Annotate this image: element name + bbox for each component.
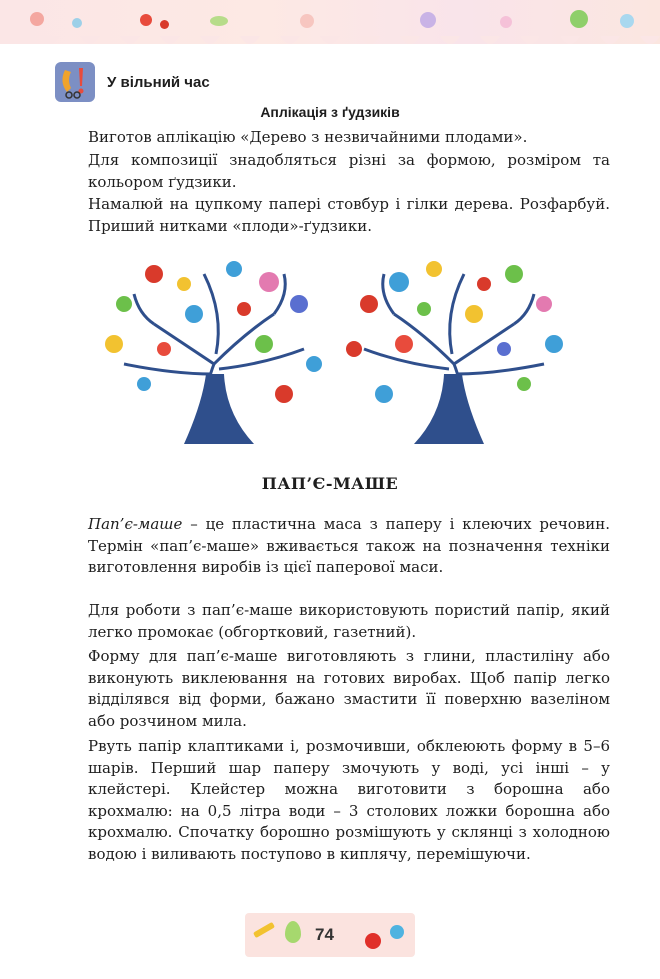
papier-mache-paragraph: Форму для пап’є-маше виготовляють з глини, пластиліну або виконують виклеювання на готових виробах. Щоб папір легко відділявся від форми, бажано змастити її поверхню вазеліном або розчином мила.: [88, 647, 610, 730]
papier-mache-heading: ПАП’Є-МАШЕ: [261, 474, 399, 493]
flower-icon: [390, 925, 404, 939]
crafts-icon: [55, 62, 95, 102]
leaf-icon: [285, 921, 301, 943]
intro-paragraph: Виготов аплікацію «Дерево з незвичайними плодами».: [88, 128, 528, 146]
page-footer: [245, 913, 415, 957]
pencil-icon: [253, 922, 275, 938]
sub-title: Аплікація з ґудзиків: [260, 104, 400, 120]
section-title: У вільний час: [107, 73, 210, 91]
button-trees-illustration: [84, 254, 584, 444]
leaf-icon: [570, 10, 588, 28]
page-number: 74: [315, 925, 334, 944]
dot-icon: [72, 18, 82, 28]
definition-text: – це пластична маса з паперу і клеючих речовин. Термін «пап’є-маше» вживається також на позначення техніки виготовлення виробів із цієї паперової маси.: [88, 515, 610, 576]
papier-mache-paragraph: Рвуть папір клаптиками і, розмочивши, обклеюють форму в 5–6 шарів. Перший шар паперу змочують у воді, усі інші – у клейстері. Клейстер можна виготовити з борошна або крохмалю: на 0,5 літра води – 3 столових ложки борошна або крохмалю. Спочатку борошно розмішують у склянці з холодною водою і виливають поступово в киплячу, перемішуючи.: [88, 737, 610, 863]
dot-icon: [500, 16, 512, 28]
intro-paragraph: Намалюй на цупкому папері стовбур і гілки дерева. Розфарбуй. Приший нитками «плоди»-ґудзики.: [88, 195, 610, 235]
intro-paragraph: Для композиції знадобляться різні за формою, розміром та кольором ґудзики.: [88, 151, 610, 191]
flower-icon: [30, 12, 44, 26]
dot-icon: [620, 14, 634, 28]
leaf-icon: [210, 16, 228, 26]
term-italic: Пап’є-маше: [88, 515, 183, 533]
scalloped-edge: [0, 36, 660, 52]
flower-icon: [420, 12, 436, 28]
papier-mache-paragraph: Для роботи з пап’є-маше використовують пористий папір, який легко промокає (обгортковий, газетний).: [88, 601, 610, 641]
top-decorative-band: [0, 0, 660, 44]
section-header: [55, 62, 210, 102]
berry-icon: [140, 14, 152, 26]
berry-icon: [160, 20, 169, 29]
berry-icon: [365, 933, 381, 949]
papier-mache-definition: [88, 514, 610, 579]
flower-icon: [300, 14, 314, 28]
